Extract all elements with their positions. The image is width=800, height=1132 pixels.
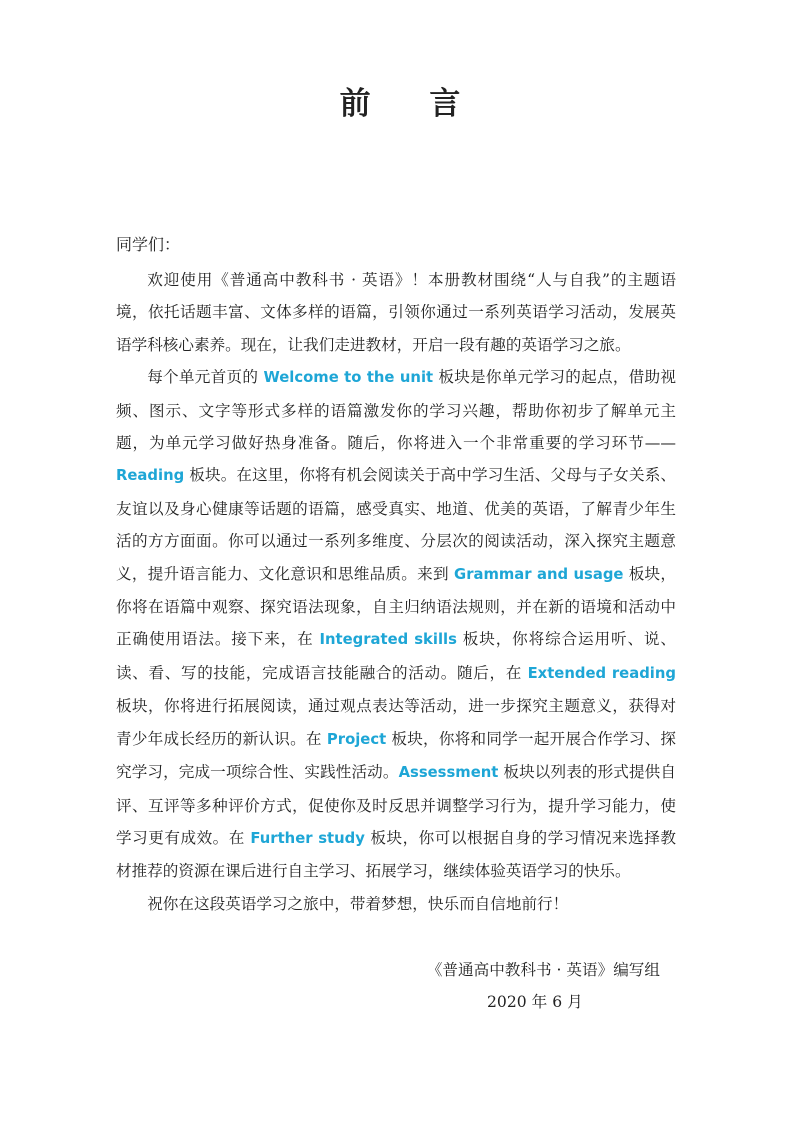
date: 2020 年 6 月 xyxy=(487,993,583,1011)
keyword-grammar-and-usage: Grammar and usage xyxy=(454,565,624,583)
salutation: 同学们： xyxy=(116,235,181,254)
text-segment: 板块以列表的形式提供自评、互评等多种评价方式，促使你及时反思并调整学习行为，提升学习能力，使学习更有成效。在 xyxy=(116,763,676,847)
text-segment: 板块，你将在语篇中观察、探究语法现象，自主归纳语法规则，并在新的语境和活动中正确使用语法。接下来，在 xyxy=(116,564,676,649)
keyword-integrated-skills: Integrated skills xyxy=(319,631,457,649)
paragraph-intro: 欢迎使用《普通高中教科书 · 英语》！本册教材围绕“人与自我”的主题语境，依托话题丰富、文体多样的语篇，引领你通过一系列英语学习活动，发展英语学科核心素养。现在，让我们走进教材，开启一段有趣的英语学习之旅。 xyxy=(116,271,676,354)
keyword-assessment: Assessment xyxy=(398,764,499,782)
text-segment: 板块，你将和同学一起开展合作学习、探究学习，完成一项综合性、实践性活动。 xyxy=(116,729,676,782)
signature: 《普通高中教科书 · 英语》编写组 xyxy=(426,961,660,979)
keyword-extended-reading: Extended reading xyxy=(527,664,676,682)
text-segment: 每个单元首页的 xyxy=(147,368,264,387)
keyword-welcome-to-the-unit: Welcome to the unit xyxy=(263,369,434,387)
keyword-reading: Reading xyxy=(116,467,185,485)
keyword-further-study: Further study xyxy=(250,829,365,847)
paragraph-closing: 祝你在这段英语学习之旅中，带着梦想，快乐而自信地前行！ xyxy=(147,894,569,913)
preface-body xyxy=(116,264,676,920)
page-title: 前 言 xyxy=(339,86,485,122)
text-segment: 板块，你可以根据自身的学习情况来选择教材推荐的资源在课后进行自主学习、拓展学习，继续体验英语学习的快乐。 xyxy=(116,828,676,881)
paragraph-modules xyxy=(116,361,676,888)
keyword-project: Project xyxy=(326,730,387,748)
text-segment: 板块。在这里，你将有机会阅读关于高中学习生活、父母与子女关系、友谊以及身心健康等话题的语篇，感受真实、地道、优美的英语，了解青少年生活的方方面面。你可以通过一系列多维度、分层次的阅读活动，深入探究主题意义，提升语言能力、文化意识和思维品质。来到 xyxy=(116,466,676,583)
text-segment: 板块，你将进行拓展阅读，通过观点表达等活动，进一步探究主题意义，获得对青少年成长经历的新认识。在 xyxy=(116,697,676,748)
text-segment: 板块是你单元学习的起点，借助视频、图示、文字等形式多样的语篇激发你的学习兴趣，帮助你初步了解单元主题，为单元学习做好热身准备。随后，你将进入一个非常重要的学习环节—— xyxy=(116,368,676,453)
text-segment: 板块，你将综合运用听、说、读、看、写的技能，完成语言技能融合的活动。随后，在 xyxy=(116,630,676,682)
